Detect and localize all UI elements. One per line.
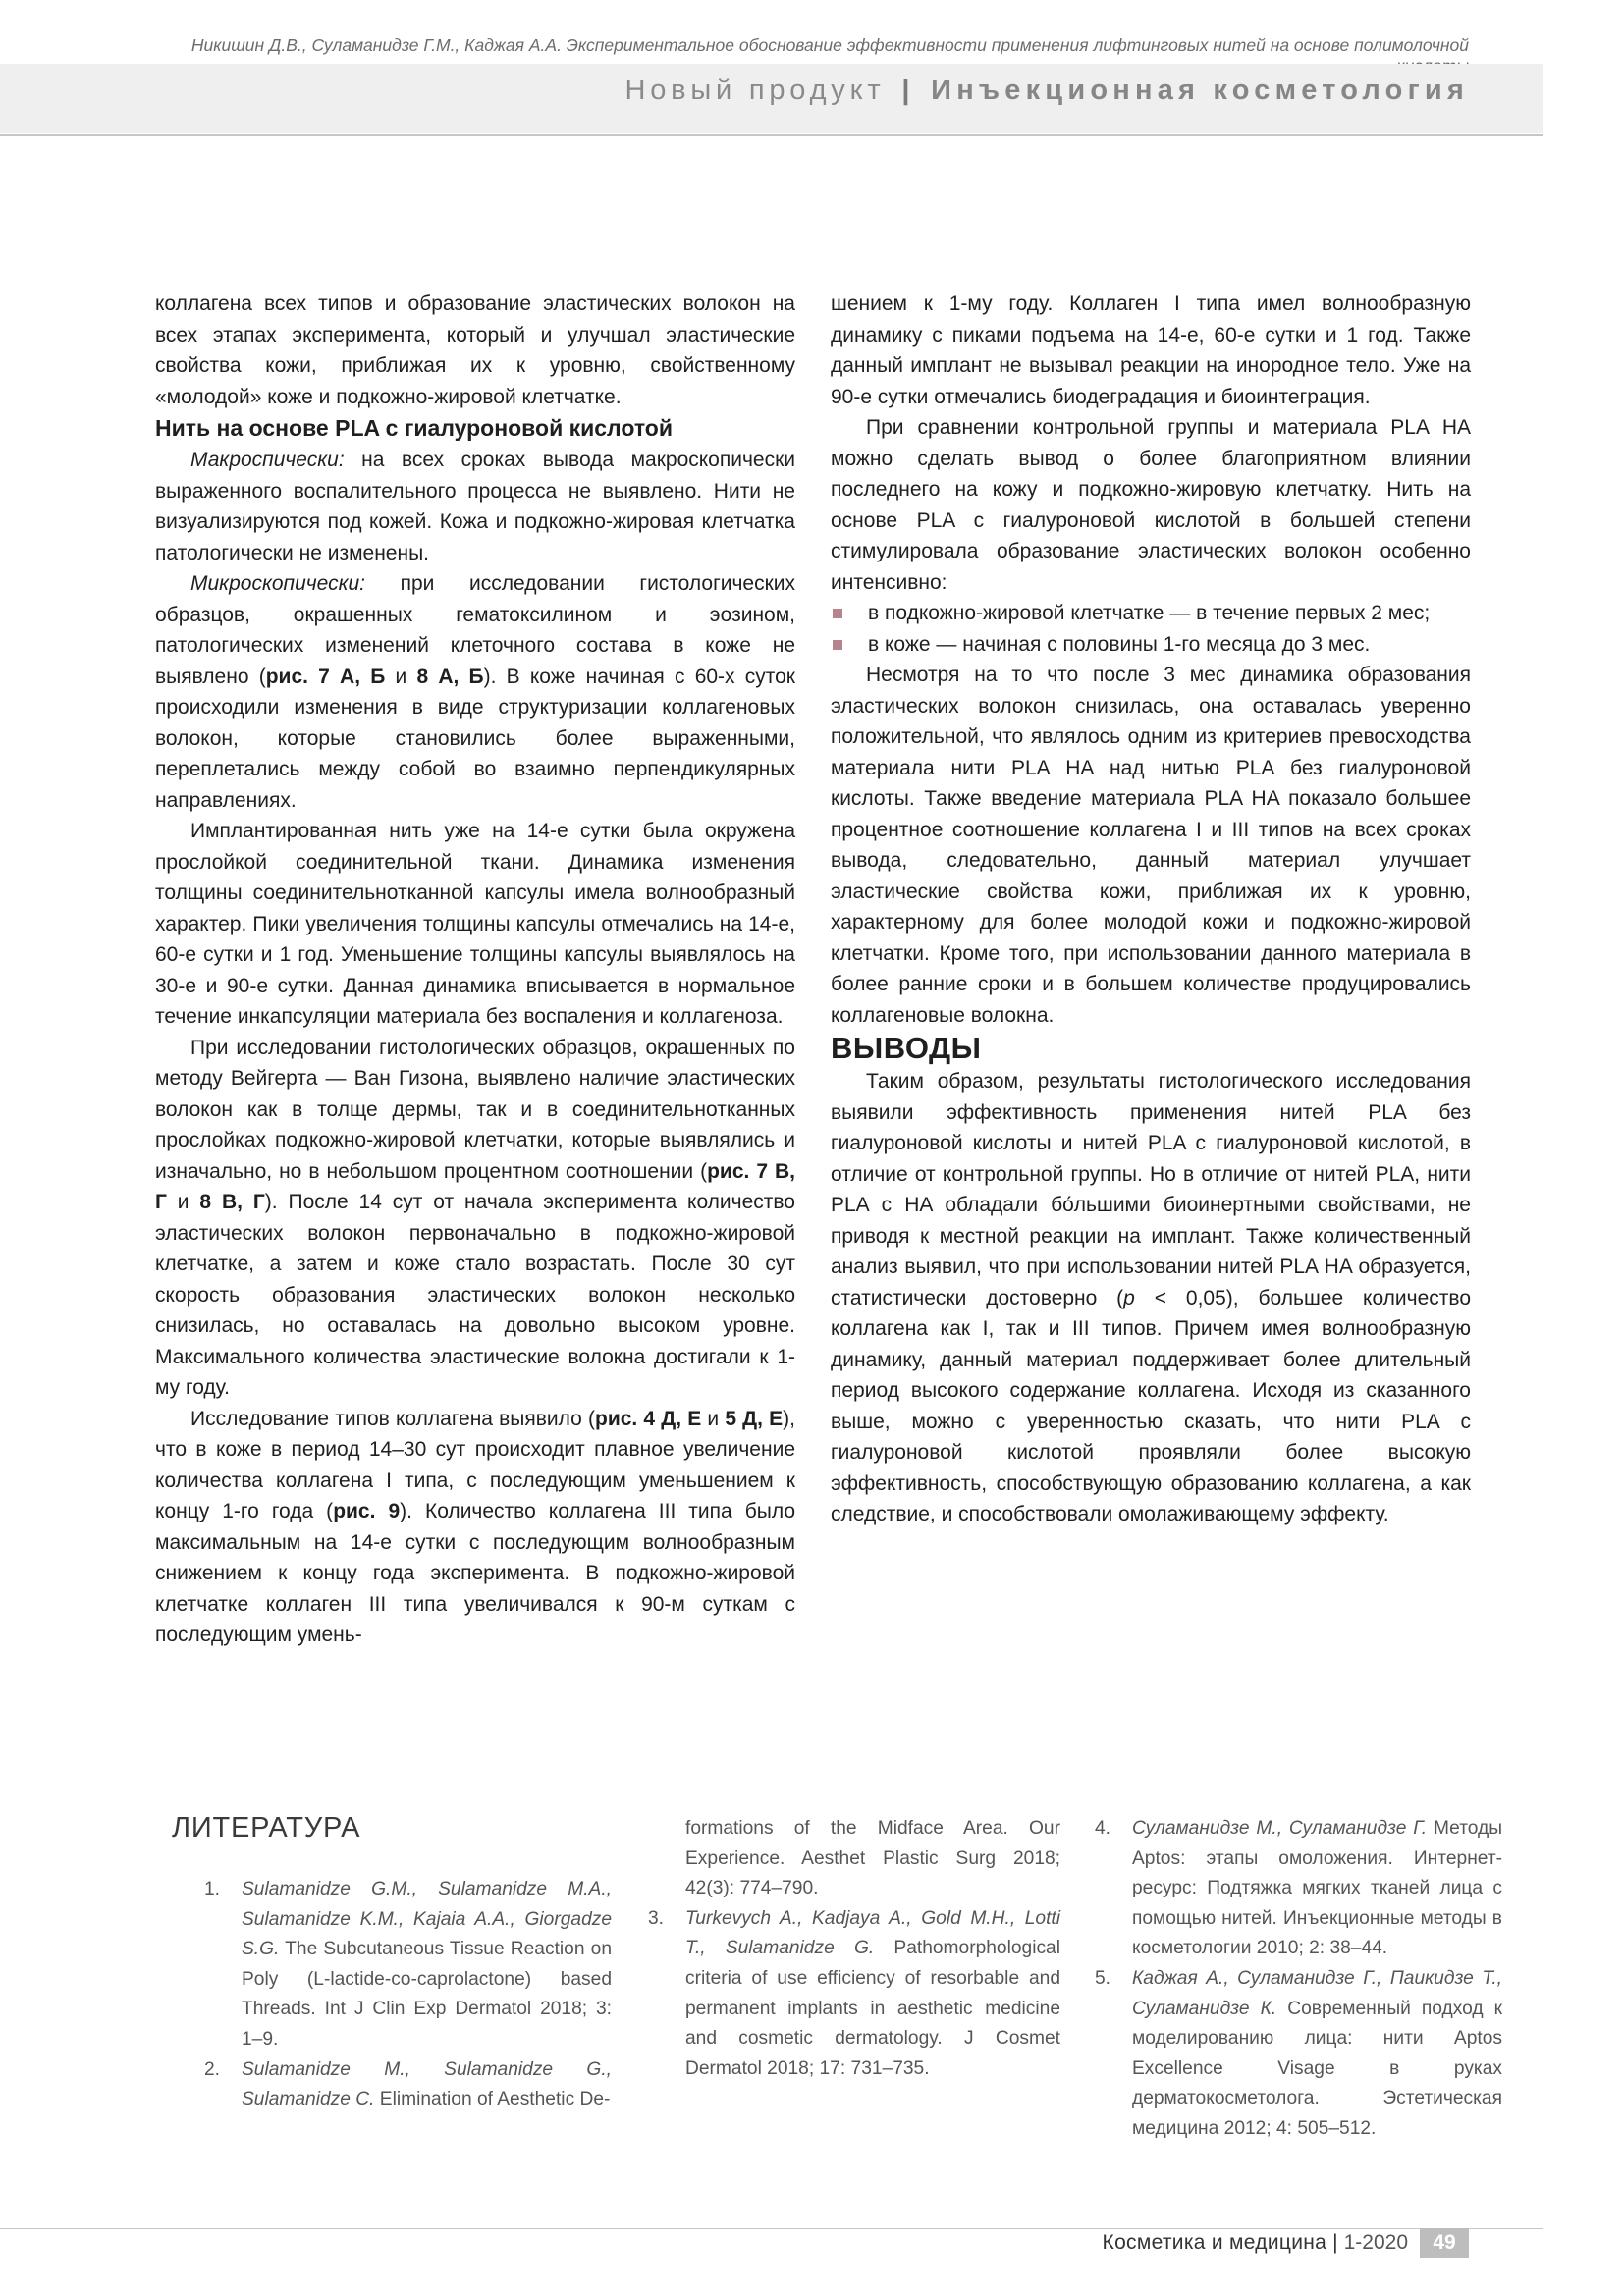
reference-number: 4. [1095, 1818, 1111, 1839]
figure-ref: 5 Д, Е [725, 1407, 784, 1430]
reference-number: 1. [204, 1879, 221, 1899]
reference-item [194, 2056, 612, 2115]
conclusions-heading: ВЫВОДЫ [831, 1031, 982, 1065]
references-section [147, 1811, 1503, 2139]
list-item-text: в подкожно-жировой клетчатке — в течение первых 2 мес; [868, 602, 1431, 624]
reference-item [1085, 1814, 1502, 1964]
paragraph: Несмотря на то что после 3 мес динамика образования эластических волокон снизилась, она оставалась уверенно положительной, что являлось одним из критериев превосходства материала нити PLA HA над нитью PLA без гиалуроновой кислоты. Также введение материала PLA HA показало большее процентное соотношение коллагена I и III типов на всех сроках вывода, следовательно, данный материал улучшает эластические свойства кожи, приближая их к уровню, характерному для более молодой кожи и подкожно-жировой клетчатки. Кроме того, при использовании данного материала в более ранние сроки и в большем количестве продуцировались коллагеновые волокна. [831, 664, 1471, 1027]
reference-item [638, 1904, 1060, 2085]
italic-symbol: p [1123, 1286, 1135, 1309]
list-item [831, 598, 1471, 629]
reference-authors: Суламанидзе М., Суламанидзе Г. [1132, 1818, 1428, 1839]
paragraph-text: ). Количество коллагена III типа было максимальным на 14-е сутки с последующим волнообразным снижением к концу года эксперимента. В подкожно-жировой клетчатке коллаген III типа увеличивался к 90-м суткам с последующим умень- [155, 1500, 796, 1646]
footer-separator: | [1332, 2231, 1338, 2254]
reference-text: Pathomorphological criteria of use efficiency of resorbable and permanent implants in aesthetic medicine and cosmetic dermatology. J Cosmet Dermatol 2018; 17: 731–735. [685, 1938, 1060, 2079]
figure-ref: 8 В, Г [199, 1191, 265, 1213]
paragraph-text: Таким образом, результаты гистологического исследования выявили эффективность применения нитей PLA без гиалуроновой кислоты и нитей PLA с гиалуроновой кислотой, в отличие от контрольной группы. Но в отличие от нитей PLA, нити PLA с HA обладали бо́льшими биоинертными свойствами, не приводя к местной реакции на имплант. Также количественный анализ выявил, что при использовании нитей PLA HA образуется, статистически достоверно ( [831, 1070, 1471, 1309]
square-bullet-icon [833, 640, 842, 650]
section-separator: | [901, 75, 915, 106]
paragraph: шением к 1-му году. Коллаген I типа имел волнообразную динамику с пиками подъема на 14-е, 60-е сутки и 1 год. Также данный имплант не вызывал реакции на инородное тело. Уже на 90-е сутки отмечались биодеградация и биоинтеграция. [831, 293, 1471, 408]
figure-ref: рис. 9 [333, 1500, 401, 1522]
paragraph [155, 1033, 795, 1404]
bullet-list [831, 598, 1471, 660]
paragraph-text: ). После 14 сут от начала эксперимента количество эластических волокон первоначально в подкожно-жировой клетчатке, а затем и коже стало возрастать. После 30 сут скорость образования эластических волокон несколько снизилась, но оставалась на довольно высоком уровне. Максимального количества эластические волокна достигали к 1-му году. [155, 1191, 795, 1399]
paragraph [155, 445, 795, 568]
paragraph-text: и [701, 1407, 726, 1430]
references-column [1085, 1814, 1502, 2145]
paragraph-text: При исследовании гистологических образцов, окрашенных по методу Вейгерта — Ван Гизона, выявлено наличие эластических волокон как в толще дермы, так и в соединительнотканных прослойках подкожно-жировой клетчатки, которые выявлялись и изначально, но в небольшом процентном соотношении ( [155, 1036, 795, 1183]
reference-item [194, 1875, 612, 2056]
list-item-text: в коже — начиная с половины 1-го месяца до 3 мес. [868, 632, 1371, 656]
paragraph-text: < 0,05), большее количество коллагена как I, так и III типов. Причем имея волнообразную динамику, данный материал поддерживает более длительный период высокого содержание коллагена. Исходя из сказанного выше, можно с уверенностью сказать, что нити PLA с гиалуроновой кислотой проявляли более высокую эффективность, способствующую образованию коллагена, а как следствие, и способствовали омолаживающему эффекту. [831, 1286, 1471, 1525]
italic-label: Макроспически: [190, 449, 345, 471]
reference-text: The Subcutaneous Tissue Reaction on Poly (L-lactide-co-caprolactone) based Threads. Int J Clin Exp Dermatol 2018; 3: 1–9. [242, 1939, 612, 2050]
section-left: Новый продукт [624, 75, 886, 106]
section-right: Инъекционная косметология [931, 75, 1469, 106]
right-column [831, 289, 1471, 1530]
section-title [624, 75, 1469, 107]
paragraph [155, 568, 795, 816]
running-head: Никишин Д.В., Суламанидзе Г.М., Каджая А.А. Экспериментальное обоснование эффективности применения лифтинговых нитей на основе полимолочной [190, 35, 1469, 55]
paragraph: Имплантированная нить уже на 14-е сутки была окружена прослойкой соединительной ткани. Динамика изменения толщины соединительнотканной капсулы имела волнообразный характер. Пики увеличения толщины капсулы отмечались на 14-е, 60-е сутки и 1 год. Уменьшение толщины капсулы выявлялось на 30-е и 90-е сутки. Данная динамика вписывается в нормальное течение инкапсуляции материала без воспаления и коллагеноза. [155, 820, 795, 1028]
reference-authors: Sulamanidze G.M., Sulamanidze M.A., Sulamanidze K.M., Kajaia A.A., Giorgadze S.G. [242, 1879, 612, 1960]
references-heading: ЛИТЕРАТУРА [172, 1812, 361, 1843]
square-bullet-icon [833, 609, 842, 618]
paragraph [831, 1066, 1471, 1530]
reference-number: 3. [648, 1907, 665, 1929]
paragraph: При сравнении контрольной группы и материала PLA HA можно сделать вывод о более благоприятном влиянии последнего на кожу и подкожно-жировую клетчатку. Нить на основе PLA с гиалуроновой кислотой в большей степени стимулировала образование эластических волокон особенно интенсивно: [831, 416, 1471, 594]
paragraph-text: на всех сроках вывода макроскопически выраженного воспалительного процесса не выявлено. Нити не визуализируются под кожей. Кожа и подкожно-жировая клетчатка патологически не изменены. [155, 449, 795, 564]
paragraph-text: ), что в коже в период 14–30 сут происходит плавное увеличение количества коллагена I типа, с последующим уменьшением к концу 1-го года ( [155, 1407, 795, 1522]
reference-text: Методы Aptos: этапы омоложения. Интернет-ресурс: Подтяжка мягких тканей лица с помощью нитей. Инъекционные методы в косметологии 2010; 2: 38–44. [1132, 1818, 1503, 1959]
paragraph-text: и [166, 1191, 200, 1213]
figure-ref: 8 А, Б [416, 665, 484, 688]
issue-number: 1-2020 [1343, 2231, 1408, 2254]
header-rule [0, 134, 1543, 136]
left-column [155, 289, 795, 1651]
list-item [831, 629, 1471, 661]
italic-label: Микроскопически: [190, 572, 366, 595]
reference-item [1085, 1964, 1502, 2145]
references-column [194, 1875, 612, 2115]
reference-authors: Turkevych A., Kadjaya A., Gold M.H., Lotti T., Sulamanidze G. [685, 1907, 1060, 1959]
paragraph [155, 1404, 795, 1651]
reference-authors: Sulamanidze M., Sulamanidze G., Sulamanidze C. [242, 2058, 612, 2110]
reference-text: Современный подход к моделированию лица: нити Aptos Excellence Visage в руках дерматокосметолога. Эстетическая медицина 2012; 4: 505–512. [1132, 1998, 1502, 2139]
reference-authors: Каджая А., Суламанидзе Г., Паикидзе Т., Суламанидзе К. [1132, 1967, 1502, 2019]
footer [1103, 2228, 1469, 2258]
paragraph-text: при исследовании гистологических образцов, окрашенных гематоксилином и эозином, патологических изменений клеточного состава в коже не выявлено ( [155, 572, 795, 688]
figure-ref: рис. 7 А, Б [265, 665, 386, 688]
page-number: 49 [1420, 2228, 1469, 2258]
reference-number: 2. [204, 2058, 221, 2080]
journal-name: Косметика и медицина [1102, 2231, 1327, 2254]
figure-ref: рис. 4 Д, Е [595, 1407, 702, 1430]
paragraph-text: ). В коже начиная с 60-х суток происходили изменения в виде структуризации коллагеновых волокон, которые становились более выраженными, переплетались между собой во взаимно перпендикулярных направлениях. [155, 665, 795, 812]
reference-number: 5. [1095, 1967, 1111, 1989]
reference-continuation: formations of the Midface Area. Our Experience. Aesthet Plastic Surg 2018; 42(3): 774–790. [685, 1818, 1060, 1899]
paragraph-text: и [385, 665, 417, 688]
subheading: Нить на основе PLA с гиалуроновой кислотой [155, 415, 673, 441]
paragraph-text: Исследование типов коллагена выявило ( [190, 1407, 595, 1430]
paragraph: коллагена всех типов и образование эластических волокон на всех этапах эксперимента, который и улучшал эластические свойства кожи, приближая их к уровню, свойственному «молодой» коже и подкожно-жировой клетчатке. [155, 293, 795, 408]
reference-text: Elimination of Aesthetic De- [374, 2089, 611, 2110]
figure-ref: рис. 7 В, Г [155, 1159, 796, 1213]
references-column [638, 1814, 1060, 2084]
